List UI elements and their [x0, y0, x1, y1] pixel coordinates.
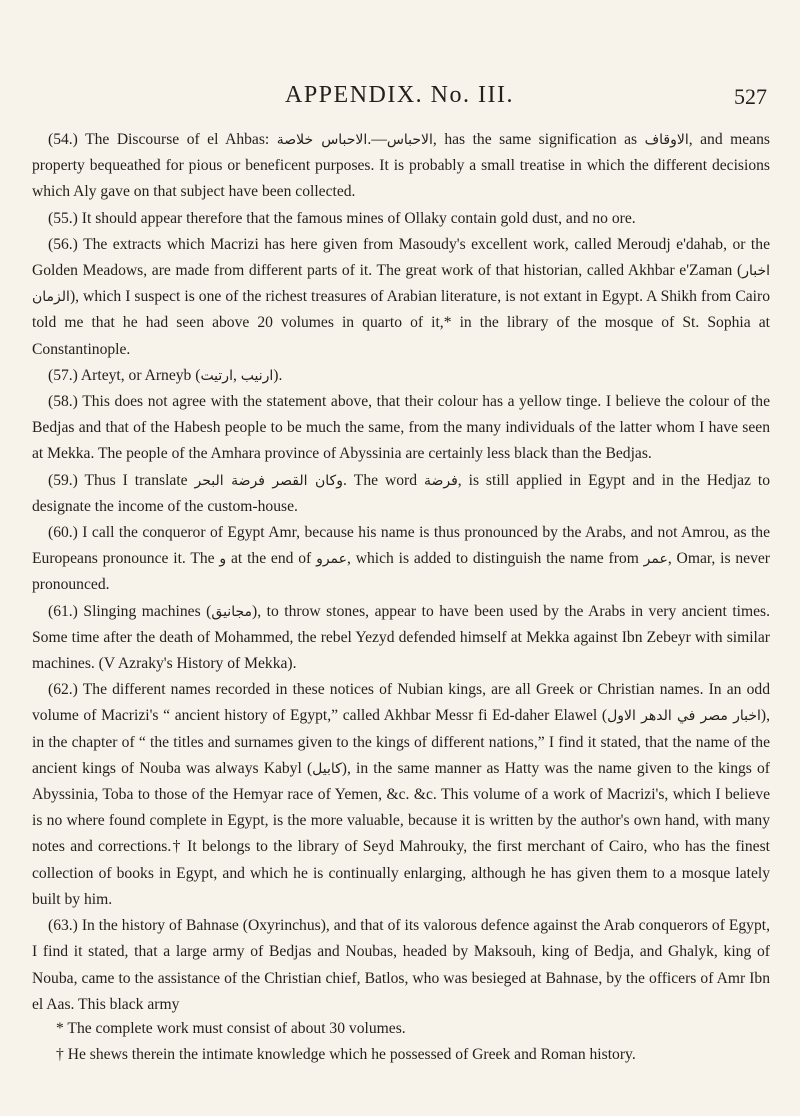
arabic-term: عمر — [643, 551, 668, 568]
text-run: , has the same signification as — [432, 131, 645, 148]
text-run: ), in the chapter of “ the titles and surnames given to the kings of different nations,” I find it stated, that the name of the ancient kings of Nouba was always Kabyl ( — [32, 707, 770, 777]
text-run: (59.) Thus I translate — [48, 471, 195, 489]
arabic-term: عمرو — [316, 551, 347, 568]
text-run: . The word — [342, 471, 424, 489]
text-run: (57.) Arteyt, or Arneyb ( — [48, 366, 201, 384]
paragraph-59 — [32, 468, 770, 520]
arabic-term: ارتيت — [200, 367, 233, 384]
text-run: .— — [367, 131, 387, 148]
running-header — [32, 82, 767, 116]
arabic-term: كابيل — [312, 760, 342, 777]
text-run: (56.) The extracts which Macrizi has here given from Masoudy's excellent work, called Meroudj e'dahab, or the Golden Meadows, are made from different parts of it. The great work of that historian, called Akhbar e'Zaman ( — [32, 235, 770, 280]
paragraph-58: (58.) This does not agree with the statement above, that their colour has a yellow tinge. I believe the colour of the Bedjas and that of the Habesh people to be much the same, from the many individuals of the latter whom I have seen at Mekka. The people of the Amhara province of Abyssinia are certainly less black than the Bedjas. — [32, 393, 770, 463]
text-run: at the end of — [226, 550, 317, 568]
arabic-term: مجانيق — [211, 603, 252, 620]
text-run: (62.) The different names recorded in these notices of Nubian kings, are all Greek or Christian names. In an odd volume of Macrizi's “ ancient history of Egypt,” called Akhbar Messr fi Ed-daher Elawel ( — [32, 681, 770, 725]
text-run: ), which I suspect is one of the richest treasures of Arabian literature, is not extant in Egypt. A Shikh from Cairo told me that he had seen above 20 volumes in quarto of it,* in the library of the mosque of St. Sophia at Constantinople. — [32, 288, 770, 358]
arabic-term: اخبار مصر في الدهر الاول — [607, 708, 761, 725]
main-text — [32, 127, 770, 1018]
text-run: , is still applied in Egypt and in the Hedjaz to designate the income of the custom-house. — [32, 471, 771, 515]
arabic-term: الاحباس خلاصة — [276, 132, 368, 148]
footnote: * The complete work must consist of about 30 volumes. — [56, 1020, 406, 1037]
arabic-term: اخبار الزمان — [32, 263, 770, 306]
arabic-term: و — [219, 551, 227, 568]
text-run: (54.) The Discourse of el Ahbas: — [48, 131, 277, 148]
footnotes — [32, 1016, 770, 1068]
arabic-term: فرضة — [423, 472, 458, 489]
paragraph-60 — [32, 520, 770, 599]
text-run: ), to throw stones, appear to have been used by the Arabs in very ancient times. Some time after the death of Mohammed, the rebel Yezyd defended himself at Mekka against Ibn Zebeyr with similar machines. (V Azraky's History of Mekka). — [32, 602, 770, 673]
paragraph-57 — [32, 363, 770, 389]
text-run: , Omar, is never pronounced. — [32, 550, 770, 594]
paragraph-54 — [32, 127, 770, 206]
text-run: , — [232, 366, 241, 384]
arabic-term: الاحباس — [386, 132, 433, 148]
arabic-term: وكان القصر فرضة البحر — [194, 472, 343, 489]
paragraph-63: (63.) In the history of Bahnase (Oxyrinchus), and that of its valorous defence against the Arab conquerors of Egypt, I find it stated, that a large army of Bedjas and Noubas, headed by Maksouh, king of Bedja, and Ghalyk, king of Nouba, came to the assistance of the Christian chief, Batlos, who was besieged at Bahnase, by the officers of Amr Ibn el Aas. This black army — [32, 917, 770, 1013]
text-run: , and means property bequeathed for pious or beneficent purposes. It is probably a small treatise in which the different decisions which Aly gave on that subject have been collected. — [32, 131, 770, 201]
paragraph-62 — [32, 677, 770, 913]
footnote: † He shews therein the intimate knowledge which he possessed of Greek and Roman history. — [56, 1046, 636, 1063]
text-run: (60.) I call the conqueror of Egypt Amr, because his name is thus pronounced by the Arabs, and not Amrou, as the Europeans pronounce it. The — [32, 524, 770, 568]
running-title: APPENDIX. No. III. — [285, 82, 514, 108]
text-run: , which is added to distinguish the name from — [347, 550, 644, 568]
text-run: (61.) Slinging machines ( — [48, 602, 212, 620]
text-run: ). — [273, 366, 283, 384]
paragraph-56 — [32, 232, 770, 363]
paragraph-55: (55.) It should appear therefore that the famous mines of Ollaky contain gold dust, and no ore. — [48, 209, 636, 227]
arabic-term: ارنيب — [240, 367, 274, 384]
arabic-term: الاوقاف — [644, 132, 689, 148]
text-run: ), in the same manner as Hatty was the name given to the kings of Abyssinia, Toba to those of the Hemyar race of Yemen, &c. &c. This volume of a work of Macrizi's, which I believe is no where found complete in Egypt, is the more valuable, because it is written by the author's own hand, with many notes and corrections.† It belongs to the library of Seyd Mahrouky, the first merchant of Cairo, who has the finest collection of books in Egypt, and which he is continually enlarging, although he has given them to a mosque lately built by him. — [32, 759, 770, 908]
page-number: 527 — [734, 84, 767, 109]
paragraph-61 — [32, 599, 770, 678]
